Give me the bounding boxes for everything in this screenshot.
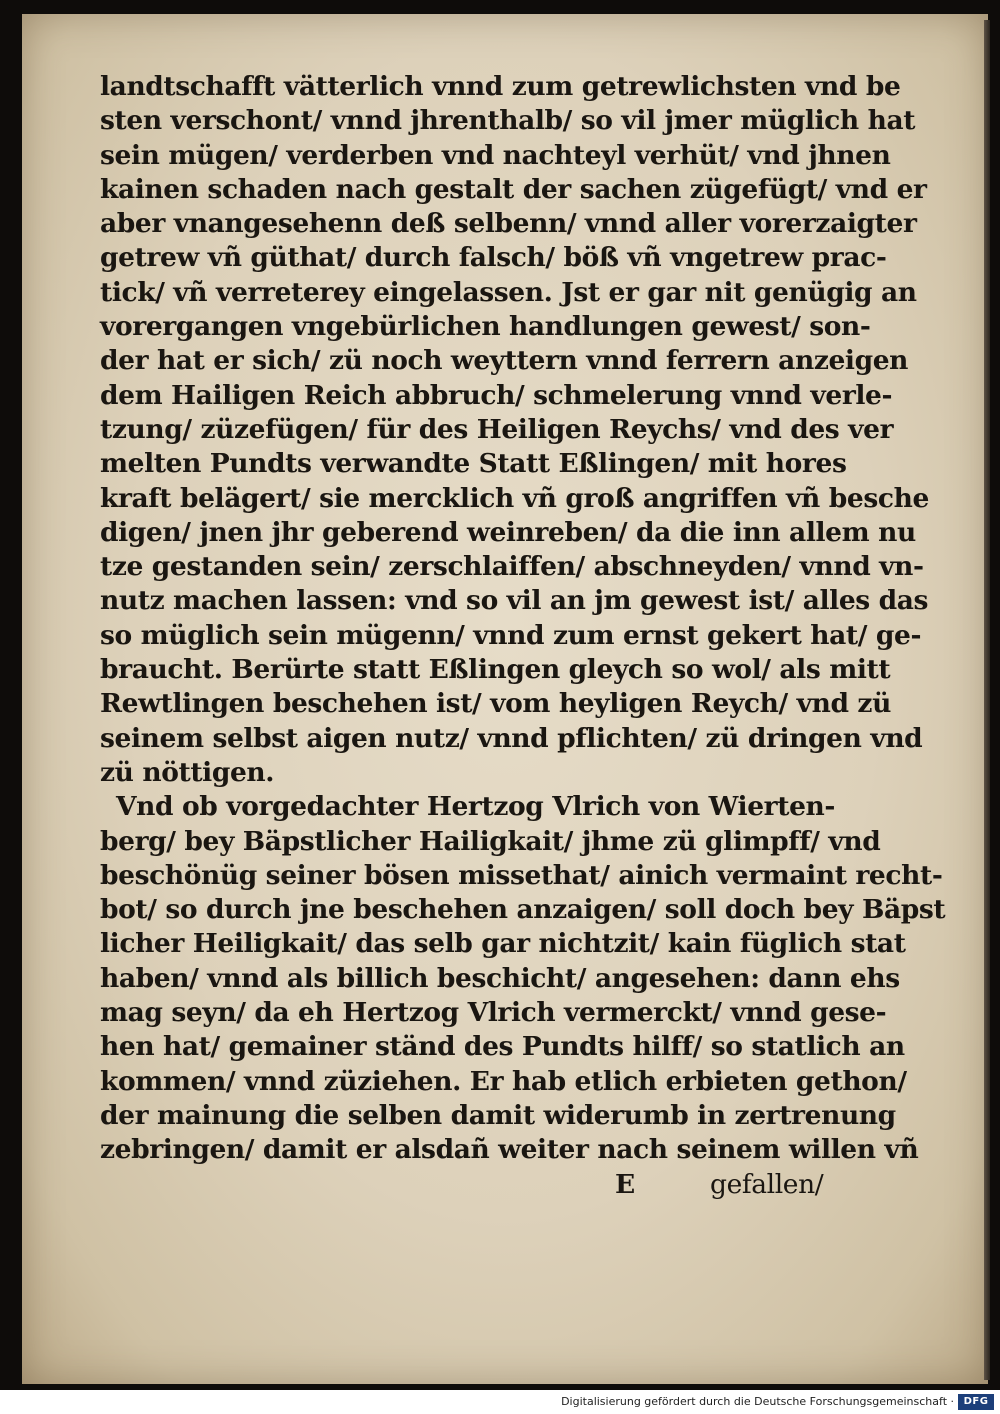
- text-line: der hat er sich/ zü noch weyttern vnnd ferrern anzeigen: [100, 345, 909, 377]
- text-line: dem Hailigen Reich abbruch/ schmelerung vnnd verle-: [100, 379, 893, 411]
- text-line: melten Pundts verwandte Statt Eßlingen/ mit hores: [100, 448, 847, 480]
- text-line: braucht. Berürte statt Eßlingen gleych so wol/ als mitt: [100, 654, 891, 686]
- text-line: mag seyn/ da eh Hertzog Vlrich vermerckt/ vnnd gese-: [100, 997, 887, 1029]
- text-line: aber vnangesehenn deß selbenn/ vnnd aller vorerzaigter: [100, 208, 917, 240]
- catchword: gefallen/: [710, 1168, 824, 1200]
- text-line: kainen schaden nach gestalt der sachen zügefügt/ vnd er: [100, 173, 927, 205]
- text-line: digen/ jnen jhr geberend weinreben/ da die inn allem nu: [100, 516, 916, 548]
- text-line: seinem selbst aigen nutz/ vnnd pflichten/ zü dringen vnd: [100, 722, 923, 754]
- text-line: tick/ vñ verreterey eingelassen. Jst er gar nit genügig an: [100, 276, 917, 308]
- footer-bar: [0, 1392, 1000, 1414]
- text-line: nutz machen lassen: vnd so vil an jm gewest ist/ alles das: [100, 585, 929, 617]
- text-line: hen hat/ gemainer ständ des Pundts hilff/ so statlich an: [100, 1031, 905, 1063]
- text-line: kraft belägert/ sie mercklich vñ groß angriffen vñ besche: [100, 482, 929, 514]
- funding-credit: Digitalisierung gefördert durch die Deutsche Forschungsgemeinschaft ·: [561, 1395, 954, 1408]
- text-line: berg/ bey Bäpstlicher Hailigkait/ jhme zü glimpff/ vnd: [100, 825, 881, 857]
- text-line: bot/ so durch jne beschehen anzaigen/ soll doch bey Bäpst: [100, 894, 946, 926]
- text-line: zü nöttigen.: [100, 756, 275, 788]
- catchword-row: [100, 1168, 860, 1202]
- text-line: kommen/ vnnd züziehen. Er hab etlich erbieten gethon/: [100, 1065, 907, 1097]
- dfg-logo: DFG: [958, 1394, 994, 1410]
- text-line: sein mügen/ verderben vnd nachteyl verhüt/ vnd jhnen: [100, 139, 891, 171]
- text-line: beschönüg seiner bösen missethat/ ainich vermaint recht-: [100, 859, 943, 891]
- text-line: zebringen/ damit er alsdañ weiter nach seinem willen vñ: [100, 1134, 919, 1166]
- text-line: sten verschont/ vnnd jhrenthalb/ so vil jmer müglich hat: [100, 105, 916, 137]
- text-line: so müglich sein mügenn/ vnnd zum ernst gekert hat/ ge-: [100, 619, 922, 651]
- paragraph-start-line: Vnd ob vorgedachter Hertzog Vlrich von Wierten-: [116, 791, 836, 823]
- text-line: licher Heiligkait/ das selb gar nichtzit/ kain füglich stat: [100, 928, 906, 960]
- text-line: getrew vñ güthat/ durch falsch/ böß vñ vngetrew prac-: [100, 242, 887, 274]
- text-line: der mainung die selben damit widerumb in zertrenung: [100, 1099, 896, 1131]
- page-text: [100, 70, 946, 1202]
- signature-mark: E: [615, 1168, 635, 1200]
- text-line: tzung/ züzefügen/ für des Heiligen Reychs/ vnd des ver: [100, 413, 894, 445]
- text-line: vorergangen vngebürlichen handlungen gewest/ son-: [100, 311, 871, 343]
- page-edge: [984, 20, 990, 1380]
- text-line: landtschafft vätterlich vnnd zum getrewlichsten vnd be: [100, 71, 901, 102]
- text-line: Rewtlingen beschehen ist/ vom heyligen Reych/ vnd zü: [100, 688, 891, 720]
- text-line: haben/ vnnd als billich beschicht/ angesehen: dann ehs: [100, 962, 900, 994]
- text-line: tze gestanden sein/ zerschlaiffen/ abschneyden/ vnnd vn-: [100, 551, 924, 583]
